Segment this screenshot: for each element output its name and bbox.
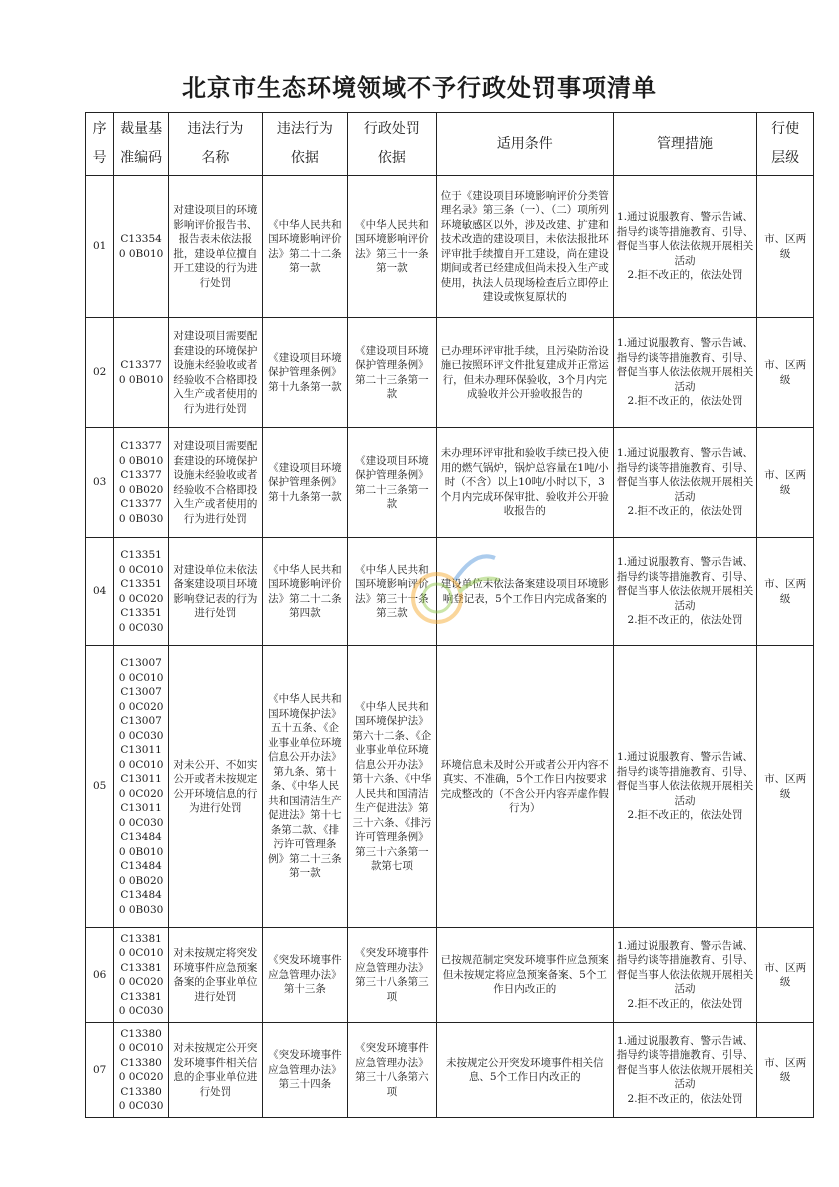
- row-violation-basis: 《建设项目环境保护管理条例》第十九条第一款: [262, 428, 347, 538]
- row-penalty-basis: 《中华人民共和国环境保护法》第六十二条、《企业事业单位环境信息公开办法》第十六条、《中华人民共和国清洁生产促进法》第三十六条、《排污许可管理条例》第三十六条第一款第七项: [347, 646, 436, 928]
- row-violation-basis: 《突发环境事件应急管理办法》第十三条: [262, 928, 347, 1023]
- row-violation-name: 对未按规定公开突发环境事件相关信息的企事业单位进行处罚: [168, 1023, 262, 1118]
- row-seq: 05: [86, 646, 114, 928]
- row-code: C130070 0C010 C130070 0C020 C130070 0C030 C130110 0C010 C130110 0C020 C130110 0C030 C134840 0B010 C134840 0B020 C134840 0B030: [114, 646, 169, 928]
- table-row: [86, 538, 814, 646]
- row-violation-name: 对建设项目需要配套建设的环境保护设施未经验收或者经验收不合格即投入生产或者使用的行为进行处罚: [168, 318, 262, 428]
- row-penalty-basis: 《中华人民共和国环境影响评价法》第三十一条第三款: [347, 538, 436, 646]
- row-code: C133800 0C010 C133800 0C020 C133800 0C030: [114, 1023, 169, 1118]
- row-measures: 1.通过说服教育、警示告诫、指导约谈等措施教育、引导、督促当事人依法依规开展相关活动 2.拒不改正的，依法处罚: [613, 428, 757, 538]
- row-conditions: 位于《建设项目环境影响评价分类管理名录》第三条（一）、（二）项所列环境敏感区以外，涉及改建、扩建和技术改造的建设项目，未依法报批环评审批手续擅自开工建设，尚在建设期间或者已经建成但尚未投入生产或使用，执法人员现场检查后立即停止建设或恢复原状的: [436, 176, 613, 318]
- header-measures: 管理措施: [613, 113, 757, 176]
- row-seq: 01: [86, 176, 114, 318]
- row-level: 市、区两级: [757, 176, 814, 318]
- row-conditions: 未办理环评审批和验收手续已投入使用的燃气锅炉，锅炉总容量在1吨/小时（不含）以上10吨/小时以下，3个月内完成环保审批、验收并公开验收报告的: [436, 428, 613, 538]
- row-violation-basis: 《中华人民共和国环境影响评价法》第二十二条第四款: [262, 538, 347, 646]
- row-measures: 1.通过说服教育、警示告诫、指导约谈等措施教育、引导、督促当事人依法依规开展相关活动 2.拒不改正的，依法处罚: [613, 928, 757, 1023]
- row-seq: 04: [86, 538, 114, 646]
- row-conditions: 未按规定公开突发环境事件相关信息、5个工作日内改正的: [436, 1023, 613, 1118]
- row-seq: 07: [86, 1023, 114, 1118]
- row-penalty-basis: 《建设项目环境保护管理条例》第二十三条第一款: [347, 428, 436, 538]
- row-conditions: 已办理环评审批手续，且污染防治设施已按照环评文件批复建成并正常运行，但未办理环保验收，3个月内完成验收并公开验收报告的: [436, 318, 613, 428]
- row-seq: 03: [86, 428, 114, 538]
- table-row: [86, 176, 814, 318]
- row-violation-basis: 《突发环境事件应急管理办法》第三十四条: [262, 1023, 347, 1118]
- row-violation-name: 对建设项目的环境影响评价报告书、报告表未依法报批，建设单位擅自开工建设的行为进行处罚: [168, 176, 262, 318]
- row-level: 市、区两级: [757, 646, 814, 928]
- row-code: C133770 0B010 C133770 0B020 C133770 0B030: [114, 428, 169, 538]
- row-level: 市、区两级: [757, 318, 814, 428]
- row-seq: 06: [86, 928, 114, 1023]
- row-measures: 1.通过说服教育、警示告诫、指导约谈等措施教育、引导、督促当事人依法依规开展相关活动 2.拒不改正的，依法处罚: [613, 1023, 757, 1118]
- row-measures: 1.通过说服教育、警示告诫、指导约谈等措施教育、引导、督促当事人依法依规开展相关活动 2.拒不改正的，依法处罚: [613, 176, 757, 318]
- row-code: C133540 0B010: [114, 176, 169, 318]
- row-measures: 1.通过说服教育、警示告诫、指导约谈等措施教育、引导、督促当事人依法依规开展相关活动 2.拒不改正的，依法处罚: [613, 646, 757, 928]
- table-row: [86, 318, 814, 428]
- row-conditions: 建设单位未依法备案建设项目环境影响登记表，5个工作日内完成备案的: [436, 538, 613, 646]
- table-header-row: [86, 113, 814, 176]
- row-conditions: 已按规范制定突发环境事件应急预案但未按规定将应急预案备案、5个工作日内改正的: [436, 928, 613, 1023]
- row-code: C133810 0C010 C133810 0C020 C133810 0C030: [114, 928, 169, 1023]
- row-violation-basis: 《中华人民共和国环境保护法》五十五条、《企业事业单位环境信息公开办法》第九条、第十条、《中华人民共和国清洁生产促进法》第十七条第二款、《排污许可管理条例》第二十三条第一款: [262, 646, 347, 928]
- row-measures: 1.通过说服教育、警示告诫、指导约谈等措施教育、引导、督促当事人依法依规开展相关活动 2.拒不改正的，依法处罚: [613, 318, 757, 428]
- header-code: 裁量基 准编码: [114, 113, 169, 176]
- row-level: 市、区两级: [757, 928, 814, 1023]
- row-conditions: 环境信息未及时公开或者公开内容不真实、不准确，5个工作日内按要求完成整改的（不含公开内容弄虚作假行为）: [436, 646, 613, 928]
- row-code: C133770 0B010: [114, 318, 169, 428]
- row-violation-basis: 《中华人民共和国环境影响评价法》第二十二条第一款: [262, 176, 347, 318]
- row-violation-name: 对未按规定将突发环境事件应急预案备案的企事业单位进行处罚: [168, 928, 262, 1023]
- row-penalty-basis: 《突发环境事件应急管理办法》第三十八条第三项: [347, 928, 436, 1023]
- header-violation-name: 违法行为 名称: [168, 113, 262, 176]
- header-penalty-basis: 行政处罚 依据: [347, 113, 436, 176]
- row-code: C133510 0C010 C133510 0C020 C133510 0C030: [114, 538, 169, 646]
- row-level: 市、区两级: [757, 428, 814, 538]
- row-level: 市、区两级: [757, 1023, 814, 1118]
- table-row: [86, 928, 814, 1023]
- table-row: [86, 646, 814, 928]
- penalty-exemption-table: [85, 112, 814, 1118]
- header-seq: 序 号: [86, 113, 114, 176]
- row-penalty-basis: 《建设项目环境保护管理条例》第二十三条第一款: [347, 318, 436, 428]
- header-level: 行使 层级: [757, 113, 814, 176]
- row-penalty-basis: 《中华人民共和国环境影响评价法》第三十一条第一款: [347, 176, 436, 318]
- row-violation-name: 对建设单位未依法备案建设项目环境影响登记表的行为进行处罚: [168, 538, 262, 646]
- row-violation-name: 对建设项目需要配套建设的环境保护设施未经验收或者经验收不合格即投入生产或者使用的行为进行处罚: [168, 428, 262, 538]
- row-measures: 1.通过说服教育、警示告诫、指导约谈等措施教育、引导、督促当事人依法依规开展相关活动 2.拒不改正的，依法处罚: [613, 538, 757, 646]
- header-conditions: 适用条件: [436, 113, 613, 176]
- row-penalty-basis: 《突发环境事件应急管理办法》第三十八条第六项: [347, 1023, 436, 1118]
- row-violation-basis: 《建设项目环境保护管理条例》第十九条第一款: [262, 318, 347, 428]
- table-row: [86, 1023, 814, 1118]
- header-violation-basis: 违法行为 依据: [262, 113, 347, 176]
- row-seq: 02: [86, 318, 114, 428]
- table-row: [86, 428, 814, 538]
- row-violation-name: 对未公开、不如实公开或者未按规定公开环境信息的行为进行处罚: [168, 646, 262, 928]
- page-title: 北京市生态环境领域不予行政处罚事项清单: [182, 74, 657, 102]
- row-level: 市、区两级: [757, 538, 814, 646]
